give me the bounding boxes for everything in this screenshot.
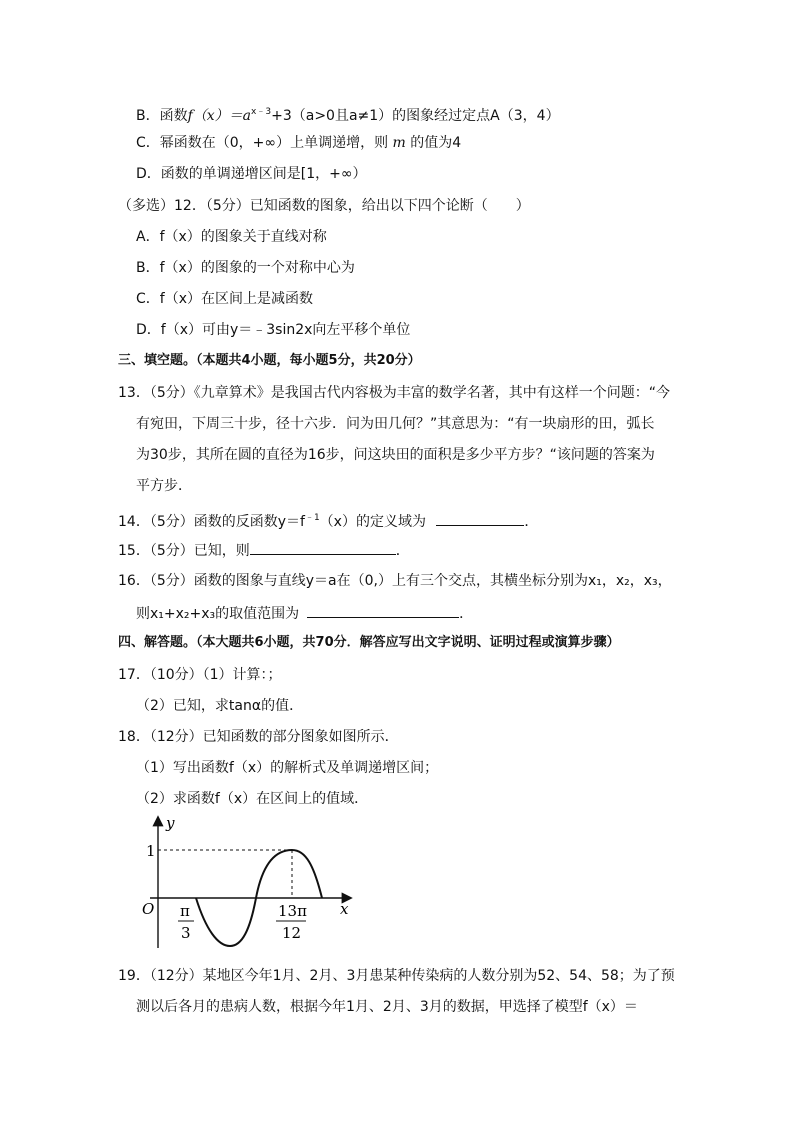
q12-stem: （多选）12．（5分）已知函数的图象，给出以下四个论断（ ） — [118, 198, 530, 214]
q11-option-c: C．幂函数在（0，+∞）上单调递增，则 m 的值为4 — [136, 135, 462, 151]
q13-line-2: 有宛田，下周三十步，径十六步．问为田几何？”其意思为：“有一块扇形的田，弧长 — [136, 416, 655, 432]
x-tick-13pi-12-den: 12 — [282, 924, 302, 942]
q11-option-b: B．函数$f(x)=a^{x﹣3}+3(a>0$且a≠1）的图象经过定点A（3，4） — [136, 107, 560, 124]
x-axis-label: x — [340, 900, 349, 918]
q12-option-d: D．f（x）可由y＝﹣3sin2x向左平移个单位 — [136, 322, 411, 338]
q16-line-2: 则x₁+x₂+x₃的取值范围为 ． — [136, 602, 473, 624]
q16-answer-blank[interactable] — [307, 602, 459, 618]
y-tick-1: 1 — [146, 842, 156, 860]
q12-option-b: B．f（x）的图象的一个对称中心为 — [136, 260, 355, 276]
q19-line-1: 19．（12分）某地区今年1月、2月、3月患某种传染病的人数分别为52、54、58；为了预 — [118, 968, 675, 984]
y-axis-label: y — [166, 814, 175, 832]
q12-option-a: A．f（x）的图象关于直线对称 — [136, 229, 327, 245]
q13-line-4: 平方步． — [136, 478, 192, 494]
q17-line-2: （2）已知，求tanα的值． — [136, 698, 304, 714]
q15-answer-blank[interactable] — [250, 539, 396, 555]
q13-line-1: 13．（5分）《九章算术》是我国古代内容极为丰富的数学名著，其中有这样一个问题：“今 — [118, 385, 670, 401]
x-tick-pi-3-num: π — [180, 902, 190, 920]
q18-line-3: （2）求函数f（x）在区间上的值域． — [136, 791, 369, 807]
q18-sine-graph — [130, 812, 370, 952]
q14-answer-blank[interactable] — [436, 510, 524, 526]
q14: 14．（5分）函数的反函数$y=f^{﹣1}(x)$的定义域为 ． — [118, 508, 538, 532]
x-tick-pi-3-den: 3 — [181, 924, 191, 942]
q17-line-1: 17．（10分）（1）计算：； — [118, 667, 282, 683]
q12-option-c: C．f（x）在区间上是减函数 — [136, 291, 313, 307]
q18-line-2: （1）写出函数f（x）的解析式及单调递增区间； — [136, 760, 439, 776]
q16-line-1: 16．（5分）函数的图象与直线y＝a在（0,）上有三个交点，其横坐标分别为x₁，x₂，x₃， — [118, 573, 672, 589]
x-tick-13pi-12-num: 13π — [278, 902, 307, 920]
q11-option-d: D．函数的单调递增区间是[1，+∞） — [136, 166, 367, 182]
q15: 15．（5分）已知，则 ． — [118, 539, 410, 561]
q13-line-3: 为30步，其所在圆的直径为16步，问这块田的面积是多少平方步？“该问题的答案为 — [136, 447, 655, 463]
q18-line-1: 18．（12分）已知函数的部分图象如图所示． — [118, 729, 399, 745]
origin-label: O — [142, 900, 155, 918]
section-fill-in-heading: 三、填空题。（本题共4小题，每小题5分，共20分） — [118, 353, 421, 368]
q19-line-2: 测以后各月的患病人数，根据今年1月、2月、3月的数据，甲选择了模型f（x）＝ — [136, 999, 638, 1015]
section-solutions-heading: 四、解答题。（本大题共6小题，共70分．解答应写出文字说明、证明过程或演算步骤） — [118, 635, 620, 650]
